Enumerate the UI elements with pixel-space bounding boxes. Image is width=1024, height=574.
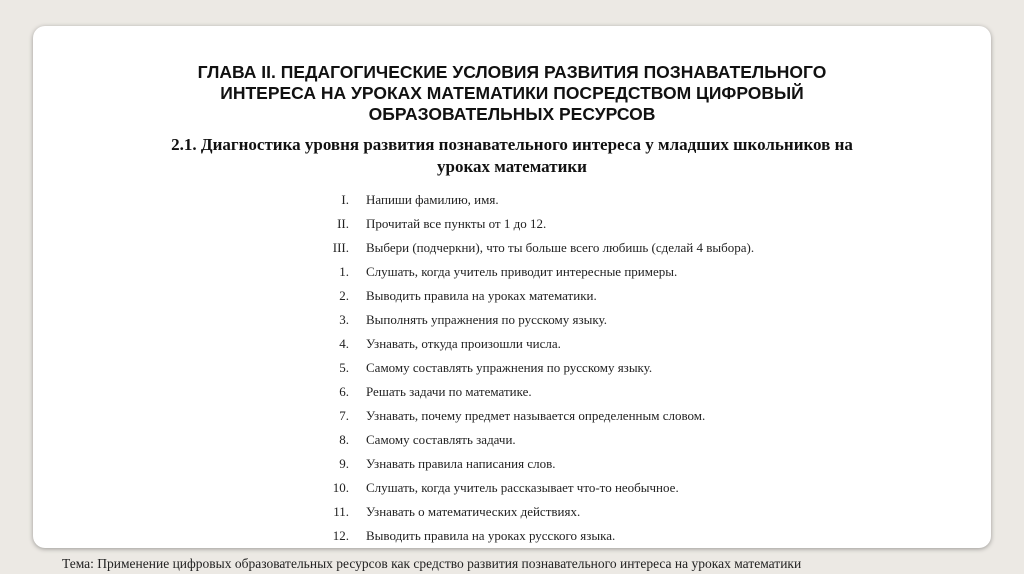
section-title-line: уроках математики (437, 157, 587, 176)
list-item-text: Самому составлять упражнения по русскому языку. (366, 360, 653, 375)
list-item-text: Выводить правила на уроках русского языка. (366, 528, 616, 543)
list-marker: I. (341, 192, 349, 207)
list-item-text: Слушать, когда учитель рассказывает что-то необычное. (366, 480, 679, 495)
list-marker: 2. (339, 288, 349, 303)
list-marker: 10. (332, 480, 349, 495)
section-title (33, 134, 991, 178)
footer-topic: Тема: Применение цифровых образовательных ресурсов как средство развития познавательного интереса на уроках математики (62, 556, 802, 571)
chapter-title-line: ГЛАВА II. ПЕДАГОГИЧЕСКИЕ УСЛОВИЯ РАЗВИТИЯ ПОЗНАВАТЕЛЬНОГО (197, 62, 827, 82)
list-item-text: Слушать, когда учитель приводит интересные примеры. (366, 264, 678, 279)
chapter-title-line: ИНТЕРЕСА НА УРОКАХ МАТЕМАТИКИ ПОСРЕДСТВОМ ЦИФРОВЫЙ (220, 83, 804, 103)
list-item-text: Выводить правила на уроках математики. (366, 288, 597, 303)
slide-card (33, 26, 991, 548)
list-item-text: Напиши фамилию, имя. (366, 192, 499, 207)
survey-item (303, 456, 823, 480)
list-marker: 11. (333, 504, 349, 519)
list-marker: III. (332, 240, 349, 255)
list-marker: 12. (332, 528, 349, 543)
survey-item (303, 528, 823, 552)
instruction-item (303, 192, 823, 216)
list-marker: 1. (339, 264, 349, 279)
list-item-text: Узнавать, почему предмет называется определенным словом. (366, 408, 706, 423)
survey-item (303, 480, 823, 504)
list-marker: 9. (339, 456, 349, 471)
list-item-text: Выполнять упражнения по русскому языку. (366, 312, 607, 327)
list-marker: 7. (339, 408, 349, 423)
list-marker: 4. (339, 336, 349, 351)
list-item-text: Решать задачи по математике. (366, 384, 532, 399)
list-marker: 8. (339, 432, 349, 447)
list-item-text: Узнавать, откуда произошли числа. (366, 336, 561, 351)
instruction-item (303, 216, 823, 240)
survey-item (303, 336, 823, 360)
list-marker: 6. (339, 384, 349, 399)
survey-item (303, 504, 823, 528)
list-item-text: Узнавать о математических действиях. (366, 504, 581, 519)
list-item-text: Прочитай все пункты от 1 до 12. (366, 216, 547, 231)
chapter-title (33, 62, 991, 125)
survey-item (303, 432, 823, 456)
survey-item (303, 312, 823, 336)
list-marker: 5. (339, 360, 349, 375)
survey-item (303, 360, 823, 384)
list-item-text: Выбери (подчеркни), что ты больше всего любишь (сделай 4 выбора). (366, 240, 755, 255)
list-marker: 3. (339, 312, 349, 327)
survey-item (303, 408, 823, 432)
list-item-text: Узнавать правила написания слов. (366, 456, 556, 471)
instruction-item (303, 240, 823, 264)
survey-item (303, 288, 823, 312)
survey-list (303, 192, 823, 552)
list-marker: II. (337, 216, 349, 231)
survey-item (303, 384, 823, 408)
survey-item (303, 264, 823, 288)
list-item-text: Самому составлять задачи. (366, 432, 516, 447)
section-title-line: 2.1. Диагностика уровня развития познавательного интереса у младших школьников на (171, 135, 853, 154)
chapter-title-line: ОБРАЗОВАТЕЛЬНЫХ РЕСУРСОВ (368, 104, 656, 124)
